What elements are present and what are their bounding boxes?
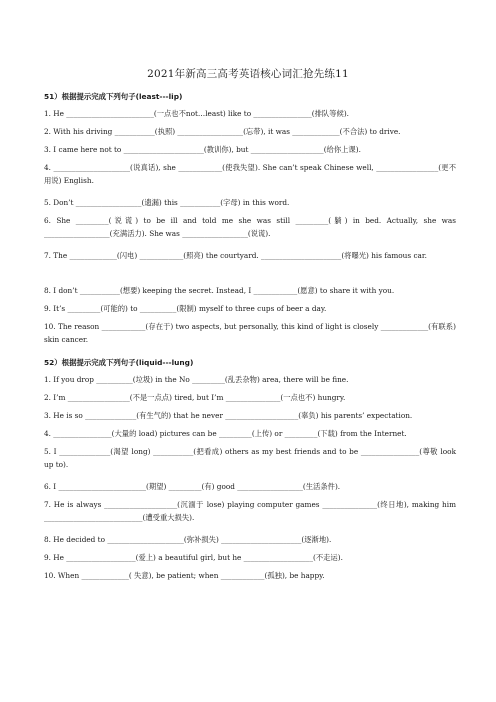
list-item: 9. It’s _________(可能的) to __________(限制) myself to three cups of beer a day.	[44, 304, 327, 313]
list-item: 4. _____________________(说真话), she ____________(使我失望). She can’t speak Chinese well, _________________(更不用说) English.	[44, 163, 456, 185]
list-item: 6. I ________________________(期望) _________(有) good __________________(生活条件).	[44, 482, 341, 491]
list-item: 3. He is so ______________(有生气的) that he never ____________________(辜负) his parents’ expectation.	[44, 411, 413, 420]
list-item: 9. He ___________________(爱上) a beautiful girl, but he ___________________(不走运).	[44, 553, 343, 562]
list-item: 8. He decided to _____________________(弥补损失) ______________________(逐渐地).	[44, 535, 332, 544]
list-item: 5. Don’t __________________(遗漏) this ___________(字母) in this word.	[44, 198, 290, 207]
list-item: 10. When _____________( 失意), be patient; when ____________(孤独), be happy.	[44, 571, 325, 580]
list-item: 7. The _____________(闪电) ____________(照亮) the courtyard. ______________________(将曝光) his famous car.	[44, 251, 427, 260]
list-item: 2. I’m _________________(不是一点点) tired, but I’m _______________(一点也不) hungry.	[44, 393, 346, 402]
list-item: 1. If you drop __________(垃圾) in the No _________(乱丢杂物) area, there will be fine.	[44, 375, 349, 384]
section-heading: 51）根据提示完成下列句子(least---lip)	[44, 92, 183, 101]
list-item: 6. She _________(说谎) to be ill and told me she was still _________(躺) in bed. Actually, she was __________________(充满活力). She was __________________(说谎).	[44, 216, 456, 238]
list-item: 4. ________________(大量的 load) pictures can be _________(上传) or _________(下载) from the Internet.	[44, 429, 407, 438]
list-item: 8. I don’t ___________(想要) keeping the secret. Instead, I ____________(愿意) to share it with you.	[44, 286, 395, 295]
list-item: 7. He is always ____________________(沉湎于 lose) playing computer games _______________(终日地), making him ___________________________(遭受重大损失).	[44, 500, 456, 522]
list-item: 1. He ________________________(一点也不not…least) like to ________________(排队等候).	[44, 109, 349, 118]
document-title: 2021年新高三高考英语核心词汇抢先练11	[147, 68, 349, 80]
list-item: 3. I came here not to ______________________(教训你), but ____________________(给你上课).	[44, 145, 361, 154]
list-item: 10. The reason ____________(存在于) two aspects, but personally, this kind of light is closely _____________(有联系) skin cancer.	[44, 322, 456, 344]
section-heading: 52）根据提示完成下列句子(liquid---lung)	[44, 358, 194, 367]
list-item: 2. With his driving ___________(执照) __________________(忘带), it was _____________(不合法) to drive.	[44, 127, 401, 136]
list-item: 5. I ______________(渴望 long) ___________(把看成) others as my best friends and to be ________________(尊敬 look up to).	[44, 447, 456, 469]
